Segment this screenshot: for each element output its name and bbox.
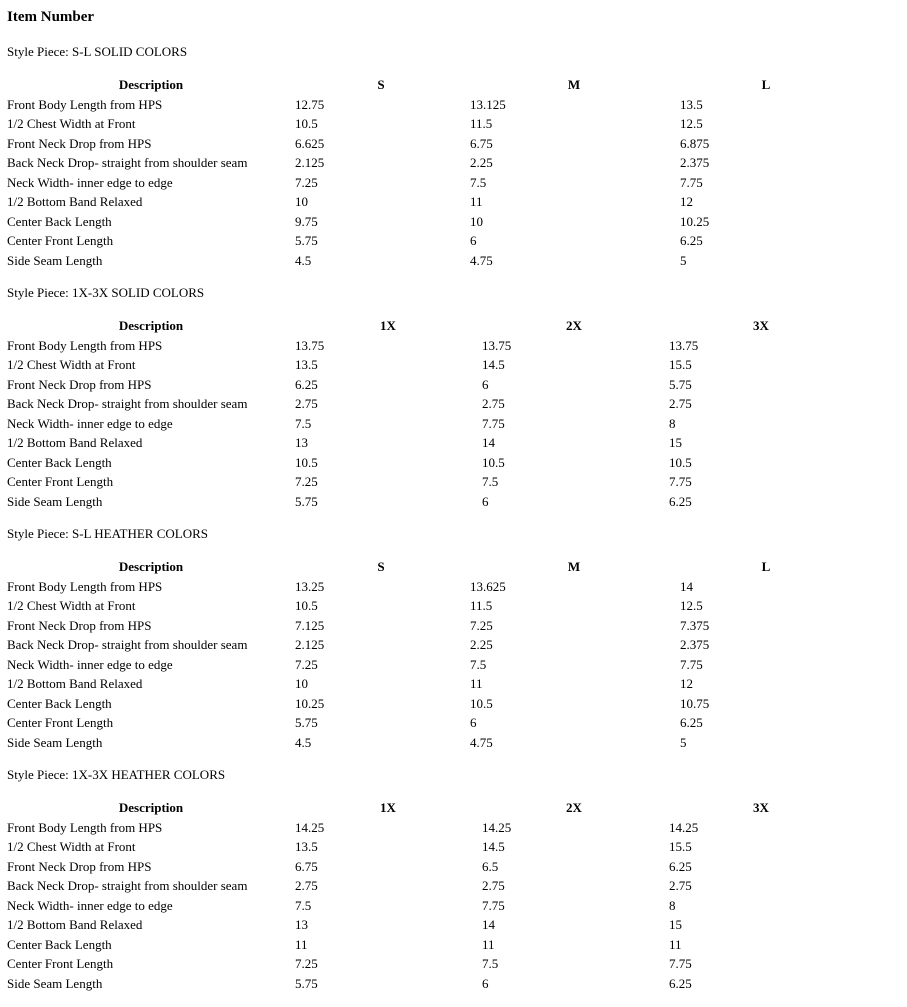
measurement-value: 7.5 <box>482 956 499 971</box>
measurement-table <box>0 75 907 270</box>
measurement-value: 11 <box>470 676 483 691</box>
row-label: Front Body Length from HPS <box>7 578 163 594</box>
measurement-value: 14.25 <box>295 819 325 835</box>
measurement-value: 7.75 <box>669 956 692 971</box>
table-header-row <box>0 557 907 577</box>
row-label: 1/2 Chest Width at Front <box>7 116 136 131</box>
measurement-value: 6 <box>470 715 477 730</box>
style-section <box>0 766 907 1007</box>
measurement-value: 6.75 <box>295 858 318 874</box>
column-header-size: S <box>377 559 385 574</box>
table-row <box>0 635 907 655</box>
measurement-value: 10.5 <box>470 695 493 711</box>
measurement-value: 7.25 <box>295 956 318 971</box>
measurement-value: 10.5 <box>669 454 692 470</box>
measurement-value: 14.5 <box>482 357 505 372</box>
measurement-table <box>0 798 907 993</box>
measurement-value: 6.25 <box>669 858 692 874</box>
column-header-size: 1X <box>380 318 396 333</box>
measurement-value: 7.5 <box>295 415 312 431</box>
measurement-value: 7.5 <box>470 174 487 190</box>
measurement-value: 10.25 <box>680 213 710 229</box>
measurement-value: 2.75 <box>669 878 692 893</box>
row-label: 1/2 Bottom Band Relaxed <box>7 676 143 691</box>
column-header-size: S <box>377 77 385 92</box>
row-label: Center Front Length <box>7 715 114 730</box>
measurement-value: 2.25 <box>470 155 493 170</box>
measurement-value: 6.875 <box>680 135 710 151</box>
table-row <box>0 655 907 675</box>
table-header-row <box>0 75 907 95</box>
measurement-value: 7.25 <box>295 474 318 489</box>
style-piece-label: Style Piece: 1X-3X HEATHER COLORS <box>7 767 226 782</box>
row-label: Center Back Length <box>7 695 112 711</box>
table-row <box>0 954 907 974</box>
table-row <box>0 915 907 935</box>
measurement-value: 11.5 <box>470 598 493 613</box>
table-row <box>0 596 907 616</box>
measurement-value: 7.25 <box>295 656 318 672</box>
measurement-value: 5.75 <box>295 233 318 248</box>
measurement-value: 6.625 <box>295 135 325 151</box>
column-header-size: M <box>567 77 581 92</box>
table-row <box>0 355 907 375</box>
measurement-value: 12.75 <box>295 96 325 112</box>
measurement-value: 12.5 <box>680 598 703 613</box>
column-header-size: 3X <box>753 800 769 815</box>
row-label: 1/2 Chest Width at Front <box>7 357 136 372</box>
row-label: Back Neck Drop- straight from shoulder seam <box>7 637 248 652</box>
measurement-value: 10 <box>295 194 308 209</box>
measurement-value: 11 <box>470 194 483 209</box>
measurement-value: 12 <box>680 194 693 209</box>
table-row <box>0 896 907 916</box>
table-row <box>0 212 907 232</box>
measurement-value: 6.75 <box>470 135 493 151</box>
row-label: 1/2 Chest Width at Front <box>7 839 136 854</box>
measurement-value: 13.5 <box>295 357 318 372</box>
table-row <box>0 394 907 414</box>
measurement-value: 9.75 <box>295 213 318 229</box>
row-label: Neck Width- inner edge to edge <box>7 897 173 913</box>
row-label: Back Neck Drop- straight from shoulder seam <box>7 396 248 411</box>
measurement-value: 15.5 <box>669 839 692 854</box>
row-label: Front Neck Drop from HPS <box>7 858 152 874</box>
measurement-value: 14.25 <box>482 819 512 835</box>
measurement-value: 6.25 <box>669 493 692 509</box>
row-label: Neck Width- inner edge to edge <box>7 174 173 190</box>
measurement-value: 13.75 <box>669 337 699 353</box>
measurement-value: 13.25 <box>295 578 325 594</box>
column-header-size: M <box>567 559 581 574</box>
measurement-value: 4.75 <box>470 252 493 268</box>
style-piece-label: Style Piece: 1X-3X SOLID COLORS <box>7 285 205 300</box>
measurement-value: 10.5 <box>295 598 318 613</box>
measurement-value: 5.75 <box>669 376 692 392</box>
measurement-value: 10.5 <box>482 454 505 470</box>
measurement-value: 2.375 <box>680 155 710 170</box>
row-label: Center Back Length <box>7 936 112 952</box>
measurement-value: 11.5 <box>470 116 493 131</box>
measurement-value: 4.5 <box>295 252 312 268</box>
row-label: 1/2 Chest Width at Front <box>7 598 136 613</box>
measurement-value: 2.375 <box>680 637 710 652</box>
measurement-value: 14.25 <box>669 819 699 835</box>
measurement-value: 7.5 <box>482 474 499 489</box>
column-header-size: L <box>761 77 771 92</box>
measurement-value: 15 <box>669 435 682 450</box>
measurement-value: 12 <box>680 676 693 691</box>
measurement-value: 13.125 <box>470 96 506 112</box>
measurement-value: 7.75 <box>482 415 505 431</box>
table-row <box>0 153 907 173</box>
measurement-value: 11 <box>669 936 682 952</box>
column-header-size: 3X <box>753 318 769 333</box>
measurement-value: 6.25 <box>669 975 692 991</box>
table-row <box>0 694 907 714</box>
measurement-value: 5 <box>680 734 687 750</box>
measurement-value: 7.75 <box>482 897 505 913</box>
measurement-value: 2.75 <box>482 878 505 893</box>
measurement-value: 15 <box>669 917 682 932</box>
measurement-value: 13 <box>295 917 308 932</box>
table-row <box>0 231 907 251</box>
measurement-value: 6.5 <box>482 858 499 874</box>
measurement-value: 7.375 <box>680 617 710 633</box>
table-row <box>0 134 907 154</box>
measurement-value: 11 <box>482 936 495 952</box>
measurement-value: 2.75 <box>482 396 505 411</box>
table-row <box>0 935 907 955</box>
table-row <box>0 95 907 115</box>
measurement-value: 7.75 <box>669 474 692 489</box>
measurement-value: 5.75 <box>295 493 318 509</box>
table-row <box>0 818 907 838</box>
style-piece-label: Style Piece: S-L SOLID COLORS <box>7 44 188 59</box>
table-row <box>0 192 907 212</box>
measurement-value: 4.75 <box>470 734 493 750</box>
table-row <box>0 251 907 271</box>
style-section <box>0 525 907 766</box>
row-label: Back Neck Drop- straight from shoulder seam <box>7 155 248 170</box>
measurement-value: 7.25 <box>295 174 318 190</box>
measurement-value: 15.5 <box>669 357 692 372</box>
measurement-value: 6 <box>482 493 489 509</box>
table-row <box>0 974 907 994</box>
table-row <box>0 857 907 877</box>
table-row <box>0 173 907 193</box>
measurement-value: 7.5 <box>295 897 312 913</box>
table-row <box>0 453 907 473</box>
measurement-value: 7.5 <box>470 656 487 672</box>
row-label: Center Front Length <box>7 233 114 248</box>
column-header-size: 1X <box>380 800 396 815</box>
measurement-value: 14.5 <box>482 839 505 854</box>
table-row <box>0 433 907 453</box>
row-label: Back Neck Drop- straight from shoulder seam <box>7 878 248 893</box>
measurement-value: 6.25 <box>680 715 703 730</box>
row-label: Front Neck Drop from HPS <box>7 135 152 151</box>
column-header-size: L <box>761 559 771 574</box>
table-row <box>0 414 907 434</box>
measurement-value: 13.75 <box>295 337 325 353</box>
table-row <box>0 492 907 512</box>
measurement-table <box>0 557 907 752</box>
measurement-value: 7.75 <box>680 656 703 672</box>
row-label: Side Seam Length <box>7 493 103 509</box>
row-label: Neck Width- inner edge to edge <box>7 415 173 431</box>
table-row <box>0 577 907 597</box>
measurement-value: 8 <box>669 415 676 431</box>
style-piece-label: Style Piece: S-L HEATHER COLORS <box>7 526 209 541</box>
measurement-value: 10.5 <box>295 454 318 470</box>
column-header-description: Description <box>118 77 184 92</box>
measurement-value: 6 <box>482 975 489 991</box>
measurement-value: 13.5 <box>680 96 703 112</box>
measurement-value: 5.75 <box>295 715 318 730</box>
row-label: Center Back Length <box>7 454 112 470</box>
measurement-value: 2.75 <box>295 878 318 893</box>
table-row <box>0 713 907 733</box>
table-header-row <box>0 316 907 336</box>
measurement-value: 14 <box>680 578 693 594</box>
row-label: 1/2 Bottom Band Relaxed <box>7 917 143 932</box>
measurement-value: 6 <box>470 233 477 248</box>
table-row <box>0 733 907 753</box>
row-label: Front Body Length from HPS <box>7 819 163 835</box>
measurement-value: 2.125 <box>295 155 325 170</box>
page-title: Item Number <box>7 9 95 25</box>
row-label: Center Front Length <box>7 956 114 971</box>
row-label: Side Seam Length <box>7 252 103 268</box>
column-header-description: Description <box>118 800 184 815</box>
measurement-value: 4.5 <box>295 734 312 750</box>
row-label: Front Neck Drop from HPS <box>7 617 152 633</box>
measurement-value: 13.5 <box>295 839 318 854</box>
measurement-value: 6.25 <box>295 376 318 392</box>
measurement-value: 7.125 <box>295 617 325 633</box>
row-label: Side Seam Length <box>7 734 103 750</box>
table-row <box>0 876 907 896</box>
row-label: Center Front Length <box>7 474 114 489</box>
measurement-value: 10.25 <box>295 695 325 711</box>
column-header-size: 2X <box>566 800 582 815</box>
row-label: Front Body Length from HPS <box>7 96 163 112</box>
measurement-value: 2.125 <box>295 637 325 652</box>
row-label: Front Neck Drop from HPS <box>7 376 152 392</box>
column-header-description: Description <box>118 318 184 333</box>
table-row <box>0 472 907 492</box>
measurement-table <box>0 316 907 511</box>
measurement-value: 2.25 <box>470 637 493 652</box>
measurement-value: 5.75 <box>295 975 318 991</box>
column-header-size: 2X <box>566 318 582 333</box>
measurement-value: 13 <box>295 435 308 450</box>
column-header-description: Description <box>118 559 184 574</box>
measurement-value: 5 <box>680 252 687 268</box>
row-label: Center Back Length <box>7 213 112 229</box>
table-row <box>0 837 907 857</box>
measurement-value: 14 <box>482 917 495 932</box>
measurement-value: 11 <box>295 936 308 952</box>
table-row <box>0 375 907 395</box>
measurement-value: 13.625 <box>470 578 506 594</box>
style-section <box>0 284 907 525</box>
measurement-value: 10.5 <box>295 116 318 131</box>
style-section <box>0 43 907 284</box>
measurement-value: 2.75 <box>295 396 318 411</box>
row-label: 1/2 Bottom Band Relaxed <box>7 435 143 450</box>
row-label: Neck Width- inner edge to edge <box>7 656 173 672</box>
measurement-value: 8 <box>669 897 676 913</box>
measurement-value: 6 <box>482 376 489 392</box>
table-row <box>0 674 907 694</box>
row-label: Side Seam Length <box>7 975 103 991</box>
table-row <box>0 616 907 636</box>
measurement-value: 10.75 <box>680 695 710 711</box>
measurement-value: 12.5 <box>680 116 703 131</box>
measurement-value: 10 <box>470 213 483 229</box>
measurement-value: 13.75 <box>482 337 512 353</box>
measurement-value: 6.25 <box>680 233 703 248</box>
measurement-value: 2.75 <box>669 396 692 411</box>
measurement-value: 7.75 <box>680 174 703 190</box>
row-label: 1/2 Bottom Band Relaxed <box>7 194 143 209</box>
measurement-value: 10 <box>295 676 308 691</box>
table-row <box>0 336 907 356</box>
table-header-row <box>0 798 907 818</box>
measurement-value: 14 <box>482 435 495 450</box>
measurement-value: 7.25 <box>470 617 493 633</box>
row-label: Front Body Length from HPS <box>7 337 163 353</box>
table-row <box>0 114 907 134</box>
